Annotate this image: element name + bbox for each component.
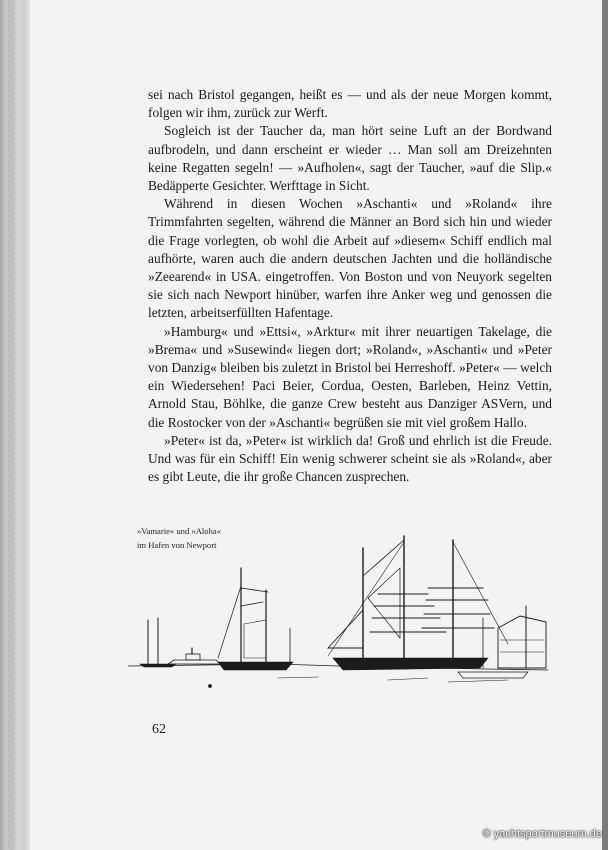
caption-line-1: »Vamarie« und »Aloha« bbox=[137, 526, 222, 536]
body-text bbox=[148, 86, 552, 486]
paragraph-3: Während in diesen Wochen »Aschanti« und »Roland« ihre Trimmfahrten segelten, während die Männer an Bord sich hin und wieder die Frage vorlegten, ob wohl die Arbeit auf »diesem« Schiff endlich mal aufhörte, waren auch die andern deutschen Jachten und die holländische »Zeearend« in USA. eingetroffen. Von Boston und von Neuyork segelten sie sich nach Newport hinüber, warfen ihre Anker weg und genossen die letzten, arbeitserfüllten Hafentage. bbox=[148, 196, 552, 321]
paragraph-5: »Peter« ist da, »Peter« ist wirklich da! Groß und ehrlich ist die Freude. Und was für ein Schiff! Ein wenig schwerer scheint sie als »Roland«, aber es gibt Leute, die ihr große Chancen zusprechen. bbox=[148, 432, 552, 485]
page-number: 62 bbox=[152, 722, 166, 737]
harbor-sketch-illustration bbox=[128, 528, 560, 698]
watermark: © yachtsportmuseum.de bbox=[482, 828, 602, 840]
paragraph-2: Sogleich ist der Taucher da, man hört seine Luft an der Bordwand aufbrodeln, und dann erscheint er wieder … Man soll am Dreizehnten keine Regatten segeln! — »Aufholen«, sagt der Taucher, »auf die Slip.« Bedäpperte Gesichter. Werfttage in Sicht. bbox=[148, 123, 552, 194]
caption-line-2: im Hafen von Newport bbox=[137, 540, 217, 550]
book-page-edge bbox=[0, 0, 30, 850]
paragraph-1: sei nach Bristol gegangen, heißt es — und als der neue Morgen kommt, folgen wir ihm, zurück zur Werft. bbox=[148, 87, 552, 121]
paragraph-4: »Hamburg« und »Ettsi«, »Arktur« mit ihrer neuartigen Takelage, die »Brema« und »Susewind« liegen dort; »Roland«, »Aschanti« und »Peter von Danzig« bleiben bis zuletzt in Bristol bei Herreshoff. »Peter« — welch ein Wiedersehen! Paci Beier, Cordua, Oesten, Barleben, Heinz Vettin, Arnold Stau, Böhlke, die ganze Crew besteht aus Danziger ASVern, und die Rostocker von der »Aschanti« begrüßen sie mit viel großem Hallo. bbox=[148, 323, 552, 430]
